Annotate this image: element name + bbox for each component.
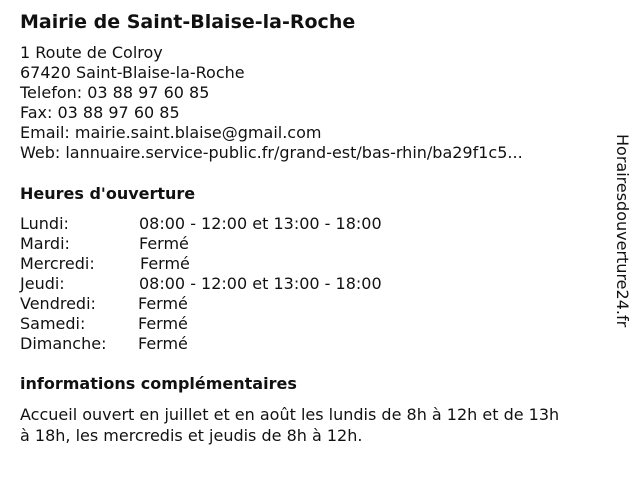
day-label: Lundi:	[20, 214, 69, 233]
hours-value: Fermé	[139, 234, 189, 253]
day-label: Mercredi:	[20, 254, 95, 273]
address-line-1: 1 Route de Colroy	[20, 43, 163, 62]
day-label: Mardi:	[20, 234, 70, 253]
phone-line: Telefon: 03 88 97 60 85	[20, 83, 210, 102]
address-line-2: 67420 Saint-Blaise-la-Roche	[20, 63, 245, 82]
web-line: Web: lannuaire.service-public.fr/grand-est/bas-rhin/ba29f1c5...	[20, 143, 523, 162]
info-heading: informations complémentaires	[20, 374, 297, 393]
fax-line: Fax: 03 88 97 60 85	[20, 103, 180, 122]
day-label: Samedi:	[20, 314, 86, 333]
day-label: Dimanche:	[20, 334, 107, 353]
site-watermark: Horairesdouverture24.fr	[613, 134, 632, 328]
day-label: Jeudi:	[20, 274, 65, 293]
hours-value: Fermé	[138, 314, 188, 333]
hours-heading: Heures d'ouverture	[20, 184, 196, 203]
hours-value: 08:00 - 12:00 et 13:00 - 18:00	[139, 214, 382, 233]
contact-block	[20, 43, 523, 163]
hours-value: Fermé	[138, 294, 188, 313]
hours-value: 08:00 - 12:00 et 13:00 - 18:00	[139, 274, 382, 293]
info-text	[20, 404, 615, 446]
hours-value: Fermé	[138, 334, 188, 353]
hours-value: Fermé	[140, 254, 190, 273]
day-label: Vendredi:	[20, 294, 96, 313]
info-line-2: à 18h, les mercredis et jeudis de 8h à 12h.	[20, 426, 363, 445]
email-line: Email: mairie.saint.blaise@gmail.com	[20, 123, 322, 142]
info-line-1: Accueil ouvert en juillet et en août les lundis de 8h à 12h et de 13h	[20, 405, 560, 424]
page-title: Mairie de Saint-Blaise-la-Roche	[20, 11, 356, 33]
